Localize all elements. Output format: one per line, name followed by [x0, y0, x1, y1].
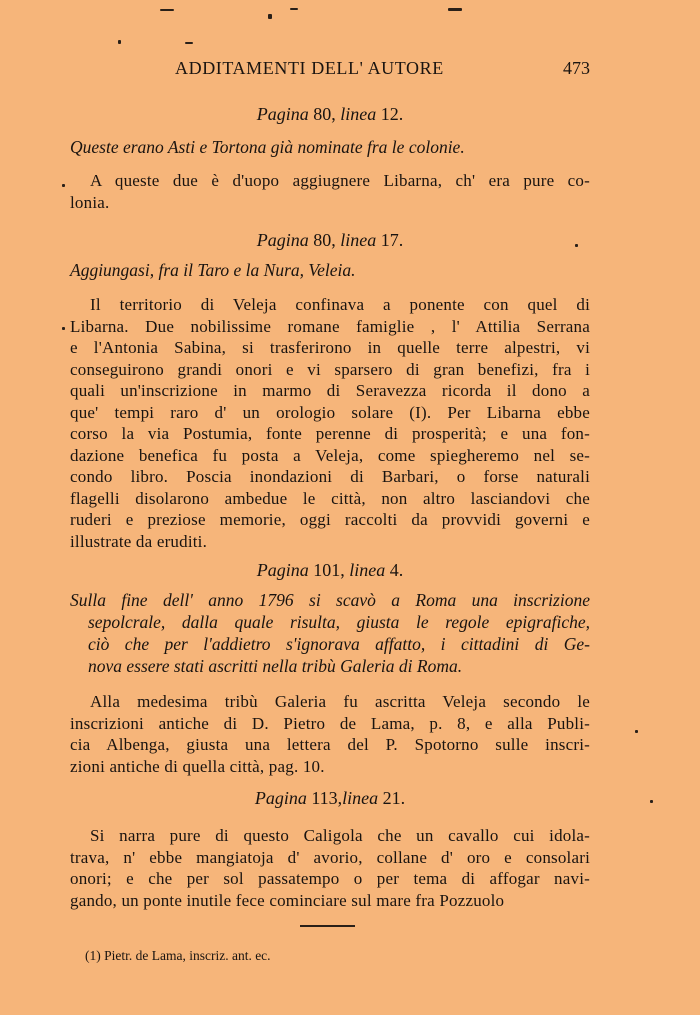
note-paragraph: Si narra pure di questo Caligola che un cavallo cui idola- trava, n' ebbe mangiatoja d' avorio, collane d' oro e consolari onori; e che per sol passatempo o per tema di affogar navi- gando, un ponte inutile fece cominciare sul mare fra Pozzuolo	[70, 826, 590, 910]
note-paragraph: Il territorio di Veleja confinava a ponente con quel di Libarna. Due nobilissime romane famiglie , l' Attilia Serrana e l'Antonia Sabina, si trasferirono in quelle terre alpestri, vi conseguirono grandi onori e vi sparsero di gran benefizi, fra i quali un'inscrizione in marmo di Seravezza ricorda il dono a que' tempi raro d' un orologio solare (I). Per Libarna ebbe corso la via Postumia, fonte perenne di prosperità; e una fon- dazione benefica fu posta a Veleja, come spiegheremo nel se- condo libro. Poscia inondazioni di Barbari, o forse naturali flagelli disolarono ambedue le città, non altro lasciandovi che ruderi e preziose memorie, oggi raccolti da provvidi governi e illustrate da eruditi.	[70, 295, 590, 551]
note-section	[70, 104, 590, 213]
page-number: 473	[563, 58, 590, 78]
note-section	[70, 788, 590, 911]
note-section	[70, 560, 590, 777]
note-section	[70, 230, 590, 552]
footnote-divider	[300, 925, 355, 927]
note-paragraph: Alla medesima tribù Galeria fu ascritta Veleja secondo le inscrizioni antiche di D. Pietro de Lama, p. 8, e alla Publi- cia Albenga, giusta una lettera del P. Spotorno sulle inscri- zioni antiche di quella città, pag. 10.	[70, 692, 590, 776]
note-paragraph: A queste due è d'uopo aggiugnere Libarna, ch' era pure co- lonia.	[70, 171, 590, 212]
note-quote: Aggiungasi, fra il Taro e la Nura, Veleia.	[70, 260, 356, 280]
footnote: (1) Pietr. de Lama, inscriz. ant. ec.	[85, 948, 271, 963]
running-title: ADDITAMENTI DELL' AUTORE	[175, 58, 444, 78]
note-heading: Pagina 80, linea 17.	[256, 230, 404, 250]
note-quote: Sulla fine dell' anno 1796 si scavò a Roma una inscrizione sepolcrale, dalla quale risulta, giusta le regole epigrafiche, ciò che per l'addietro s'ignorava affatto, i cittadini di Ge- nova essere stati ascritti nella tribù Galeria di Roma.	[70, 590, 590, 676]
note-quote: Queste erano Asti e Tortona già nominate fra le colonie.	[70, 137, 465, 157]
note-heading: Pagina 113,linea 21.	[254, 788, 406, 808]
running-header	[175, 58, 590, 86]
note-heading: Pagina 80, linea 12.	[256, 104, 404, 124]
note-heading: Pagina 101, linea 4.	[256, 560, 404, 580]
